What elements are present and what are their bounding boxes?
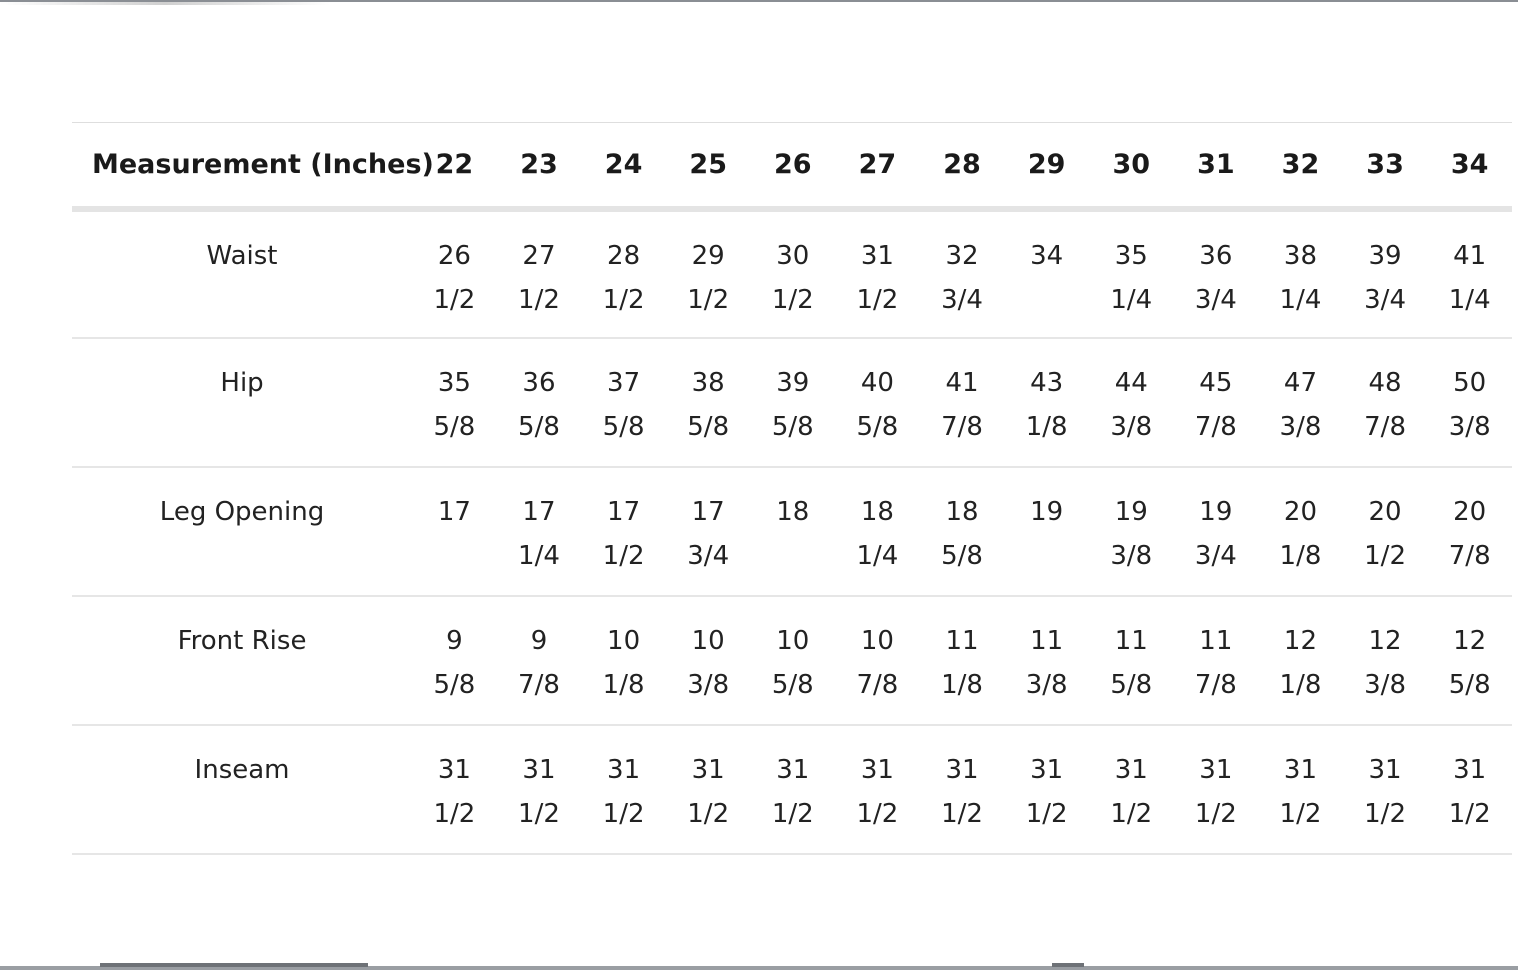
size-header: 28 xyxy=(943,148,981,180)
measurement-whole: 19 xyxy=(1114,496,1148,527)
measurement-fraction: 3/8 xyxy=(1448,411,1491,442)
measurement-cell xyxy=(835,209,920,338)
measurement-cell xyxy=(581,209,666,338)
measurement-cell xyxy=(412,596,497,725)
measurement-cell xyxy=(1004,209,1089,338)
measurement-fraction: 1/2 xyxy=(602,798,645,829)
measurement-cell xyxy=(1004,725,1089,854)
measurement-cell xyxy=(581,338,666,467)
measurement-fraction: 3/4 xyxy=(1194,284,1237,315)
measurement-fraction: 1/2 xyxy=(518,798,560,829)
measurement-cell xyxy=(835,596,920,725)
measurement-whole: 11 xyxy=(1199,625,1233,656)
measurement-fraction: 7/8 xyxy=(518,669,560,700)
measurement-cell xyxy=(1427,725,1512,854)
measurement-whole: 43 xyxy=(1030,367,1064,398)
measurement-fraction: 3/8 xyxy=(1110,540,1153,571)
measurement-fraction: 1/2 xyxy=(433,798,476,829)
measurement-cell xyxy=(1258,725,1343,854)
measurement-fraction: 5/8 xyxy=(687,411,730,442)
size-header: 24 xyxy=(604,148,643,180)
measurement-cell xyxy=(666,725,751,854)
size-header: 34 xyxy=(1450,148,1489,180)
size-chart-header xyxy=(72,123,1512,209)
measurement-fraction: 1/2 xyxy=(771,284,814,315)
row-label: Leg Opening xyxy=(159,496,325,527)
measurement-fraction: 3/4 xyxy=(1194,540,1237,571)
measurement-fraction: 7/8 xyxy=(856,669,899,700)
measurement-cell xyxy=(497,338,582,467)
measurement-cell xyxy=(666,467,751,596)
measurement-fraction: 1/4 xyxy=(1448,284,1491,315)
measurement-whole: 11 xyxy=(1030,625,1064,656)
measurement-cell xyxy=(1258,209,1343,338)
measurement-fraction: 7/8 xyxy=(1194,669,1237,700)
row-label: Waist xyxy=(206,240,278,271)
measurement-cell xyxy=(666,596,751,725)
measurement-cell xyxy=(751,209,836,338)
table-row xyxy=(72,467,1512,596)
measurement-whole: 38 xyxy=(1283,240,1317,271)
measurement-fraction: 3/4 xyxy=(687,540,730,571)
measurement-whole: 18 xyxy=(860,496,894,527)
measurement-cell xyxy=(581,596,666,725)
measurement-whole: 17 xyxy=(522,496,556,527)
measurement-cell xyxy=(920,596,1005,725)
measurement-cell xyxy=(1174,467,1259,596)
measurement-fraction: 1/4 xyxy=(518,540,560,571)
measurement-cell xyxy=(920,725,1005,854)
measurement-fraction: 1/2 xyxy=(1194,798,1237,829)
measurement-whole: 17 xyxy=(437,496,471,527)
size-header: 33 xyxy=(1366,148,1404,180)
measurement-whole: 39 xyxy=(776,367,810,398)
measurement-whole: 37 xyxy=(607,367,641,398)
measurement-whole: 28 xyxy=(607,240,641,271)
measurement-cell xyxy=(497,467,582,596)
measurement-cell xyxy=(920,338,1005,467)
table-row xyxy=(72,725,1512,854)
measurement-cell xyxy=(835,338,920,467)
measurement-whole: 31 xyxy=(691,754,725,785)
measurement-cell xyxy=(1174,725,1259,854)
measurement-cell xyxy=(920,467,1005,596)
measurement-whole: 11 xyxy=(1114,625,1148,656)
measurement-cell xyxy=(1089,725,1174,854)
measurement-cell xyxy=(835,467,920,596)
measurement-whole: 19 xyxy=(1030,496,1064,527)
measurement-fraction: 7/8 xyxy=(1194,411,1237,442)
measurement-cell xyxy=(1258,596,1343,725)
table-row xyxy=(72,338,1512,467)
header-row xyxy=(72,123,1512,209)
measurement-cell xyxy=(1343,725,1428,854)
measurement-fraction: 1/2 xyxy=(1279,798,1322,829)
measurement-whole: 35 xyxy=(1114,240,1148,271)
measurement-whole: 18 xyxy=(945,496,979,527)
measurement-whole: 10 xyxy=(860,625,894,656)
measurement-fraction: 1/4 xyxy=(1279,284,1322,315)
bottom-edge-mark xyxy=(100,963,368,967)
measurement-cell xyxy=(1343,467,1428,596)
measurement-cell xyxy=(497,596,582,725)
measurement-whole: 9 xyxy=(446,625,463,656)
measurement-whole: 31 xyxy=(860,754,894,785)
measurement-fraction: 1/2 xyxy=(518,284,560,315)
measurement-cell xyxy=(497,209,582,338)
measurement-cell xyxy=(920,209,1005,338)
bottom-edge-mark xyxy=(1052,963,1084,967)
size-header: 30 xyxy=(1112,148,1151,180)
measurement-fraction: 1/8 xyxy=(1279,669,1322,700)
measurement-cell xyxy=(1004,338,1089,467)
measurement-fraction: 7/8 xyxy=(1448,540,1491,571)
measurement-fraction: 1/2 xyxy=(1110,798,1153,829)
measurement-whole: 41 xyxy=(945,367,979,398)
measurement-cell xyxy=(1174,209,1259,338)
measurement-fraction: 1/2 xyxy=(941,798,983,829)
measurement-whole: 17 xyxy=(607,496,641,527)
table-row xyxy=(72,596,1512,725)
measurement-fraction: 1/2 xyxy=(1364,798,1406,829)
measurement-whole: 32 xyxy=(945,240,979,271)
measurement-fraction: 1/2 xyxy=(1025,798,1068,829)
row-label: Hip xyxy=(220,367,264,398)
measurement-whole: 31 xyxy=(522,754,556,785)
size-header: 22 xyxy=(435,148,474,180)
measurement-cell xyxy=(412,467,497,596)
measurement-whole: 20 xyxy=(1453,496,1487,527)
measurement-whole: 31 xyxy=(607,754,641,785)
size-header: 23 xyxy=(520,148,558,180)
measurement-cell xyxy=(751,467,836,596)
measurement-cell xyxy=(412,338,497,467)
measurement-whole: 31 xyxy=(860,240,894,271)
measurement-cell xyxy=(1174,596,1259,725)
measurement-whole: 31 xyxy=(1030,754,1064,785)
measurement-whole: 11 xyxy=(945,625,979,656)
measurement-whole: 10 xyxy=(776,625,810,656)
measurement-fraction: 5/8 xyxy=(518,411,560,442)
measurement-fraction: 1/2 xyxy=(602,540,645,571)
measurement-fraction: 1/8 xyxy=(1025,411,1068,442)
measurement-whole: 35 xyxy=(437,367,471,398)
measurement-fraction: 1/2 xyxy=(687,284,730,315)
measurement-cell xyxy=(1089,596,1174,725)
measurement-fraction: 1/2 xyxy=(1448,798,1491,829)
measurement-whole: 29 xyxy=(691,240,725,271)
measurement-whole: 31 xyxy=(945,754,979,785)
measurement-fraction: 3/8 xyxy=(1279,411,1322,442)
measurement-cell xyxy=(1089,209,1174,338)
measurement-cell xyxy=(497,725,582,854)
measurement-fraction: 5/8 xyxy=(433,411,476,442)
measurement-cell xyxy=(1089,338,1174,467)
measurement-fraction: 1/2 xyxy=(856,798,899,829)
measurement-cell xyxy=(1427,209,1512,338)
measurement-cell xyxy=(581,467,666,596)
measurement-fraction: 1/2 xyxy=(602,284,645,315)
measurement-whole: 40 xyxy=(860,367,894,398)
measurement-cell xyxy=(1004,467,1089,596)
measurement-whole: 31 xyxy=(1453,754,1487,785)
measurement-fraction: 1/2 xyxy=(856,284,899,315)
measurement-whole: 41 xyxy=(1453,240,1487,271)
measurement-header: Measurement (Inches) xyxy=(92,148,434,180)
measurement-whole: 31 xyxy=(1199,754,1233,785)
measurement-whole: 50 xyxy=(1453,367,1487,398)
measurement-cell xyxy=(412,725,497,854)
measurement-cell xyxy=(412,209,497,338)
measurement-fraction: 3/8 xyxy=(1364,669,1406,700)
size-header: 32 xyxy=(1281,148,1320,180)
measurement-cell xyxy=(835,725,920,854)
measurement-fraction: 5/8 xyxy=(1448,669,1491,700)
row-label: Inseam xyxy=(194,754,290,785)
measurement-whole: 48 xyxy=(1368,367,1402,398)
measurement-cell xyxy=(1089,467,1174,596)
measurement-whole: 31 xyxy=(1368,754,1402,785)
measurement-whole: 30 xyxy=(776,240,810,271)
measurement-whole: 12 xyxy=(1453,625,1487,656)
measurement-whole: 18 xyxy=(776,496,810,527)
table-row xyxy=(72,209,1512,338)
measurement-cell xyxy=(666,338,751,467)
measurement-fraction: 3/8 xyxy=(687,669,730,700)
measurement-cell xyxy=(666,209,751,338)
measurement-cell xyxy=(1258,338,1343,467)
measurement-whole: 20 xyxy=(1368,496,1402,527)
measurement-fraction: 5/8 xyxy=(602,411,645,442)
measurement-cell xyxy=(1343,596,1428,725)
measurement-fraction: 7/8 xyxy=(1364,411,1406,442)
measurement-cell xyxy=(1427,596,1512,725)
row-label: Front Rise xyxy=(177,625,307,656)
measurement-fraction: 5/8 xyxy=(433,669,476,700)
measurement-fraction: 3/4 xyxy=(941,284,983,315)
measurement-whole: 34 xyxy=(1030,240,1064,271)
size-header: 25 xyxy=(689,148,727,180)
measurement-whole: 31 xyxy=(1283,754,1317,785)
measurement-cell xyxy=(581,725,666,854)
size-header: 31 xyxy=(1197,148,1235,180)
measurement-whole: 12 xyxy=(1368,625,1402,656)
size-header: 26 xyxy=(774,148,812,180)
measurement-whole: 10 xyxy=(691,625,725,656)
measurement-fraction: 7/8 xyxy=(941,411,983,442)
measurement-whole: 31 xyxy=(437,754,471,785)
measurement-cell xyxy=(751,725,836,854)
measurement-whole: 9 xyxy=(530,625,548,656)
measurement-whole: 36 xyxy=(522,367,556,398)
measurement-fraction: 1/4 xyxy=(1110,284,1153,315)
measurement-whole: 17 xyxy=(691,496,725,527)
measurement-cell xyxy=(1004,596,1089,725)
measurement-fraction: 1/8 xyxy=(1279,540,1322,571)
measurement-whole: 44 xyxy=(1114,367,1148,398)
measurement-cell xyxy=(1427,338,1512,467)
measurement-cell xyxy=(1343,338,1428,467)
measurement-cell xyxy=(751,596,836,725)
measurement-whole: 31 xyxy=(776,754,810,785)
size-chart-body xyxy=(72,209,1512,854)
measurement-cell xyxy=(1258,467,1343,596)
measurement-fraction: 1/8 xyxy=(602,669,645,700)
measurement-whole: 27 xyxy=(522,240,556,271)
measurement-cell xyxy=(1343,209,1428,338)
measurement-fraction: 1/2 xyxy=(433,284,476,315)
measurement-whole: 38 xyxy=(691,367,725,398)
measurement-whole: 12 xyxy=(1283,625,1317,656)
measurement-fraction: 5/8 xyxy=(771,669,814,700)
measurement-fraction: 5/8 xyxy=(1110,669,1153,700)
measurement-whole: 19 xyxy=(1199,496,1233,527)
measurement-fraction: 3/8 xyxy=(1110,411,1153,442)
size-header: 27 xyxy=(858,148,897,180)
measurement-fraction: 1/2 xyxy=(771,798,814,829)
measurement-whole: 39 xyxy=(1368,240,1402,271)
measurement-fraction: 3/8 xyxy=(1025,669,1068,700)
size-header: 29 xyxy=(1027,148,1066,180)
measurement-whole: 45 xyxy=(1199,367,1233,398)
measurement-fraction: 1/2 xyxy=(1364,540,1406,571)
size-chart-table xyxy=(72,122,1512,855)
measurement-fraction: 1/2 xyxy=(687,798,730,829)
measurement-whole: 26 xyxy=(437,240,471,271)
measurement-cell xyxy=(751,338,836,467)
measurement-whole: 31 xyxy=(1114,754,1148,785)
measurement-fraction: 1/8 xyxy=(941,669,983,700)
measurement-fraction: 1/4 xyxy=(856,540,899,571)
measurement-whole: 47 xyxy=(1283,367,1317,398)
measurement-whole: 36 xyxy=(1199,240,1233,271)
measurement-fraction: 3/4 xyxy=(1364,284,1406,315)
measurement-cell xyxy=(1427,467,1512,596)
measurement-cell xyxy=(1174,338,1259,467)
measurement-fraction: 5/8 xyxy=(771,411,814,442)
measurement-fraction: 5/8 xyxy=(941,540,983,571)
measurement-fraction: 5/8 xyxy=(856,411,899,442)
top-edge-shadow xyxy=(0,2,330,5)
measurement-whole: 10 xyxy=(607,625,641,656)
measurement-whole: 20 xyxy=(1283,496,1317,527)
